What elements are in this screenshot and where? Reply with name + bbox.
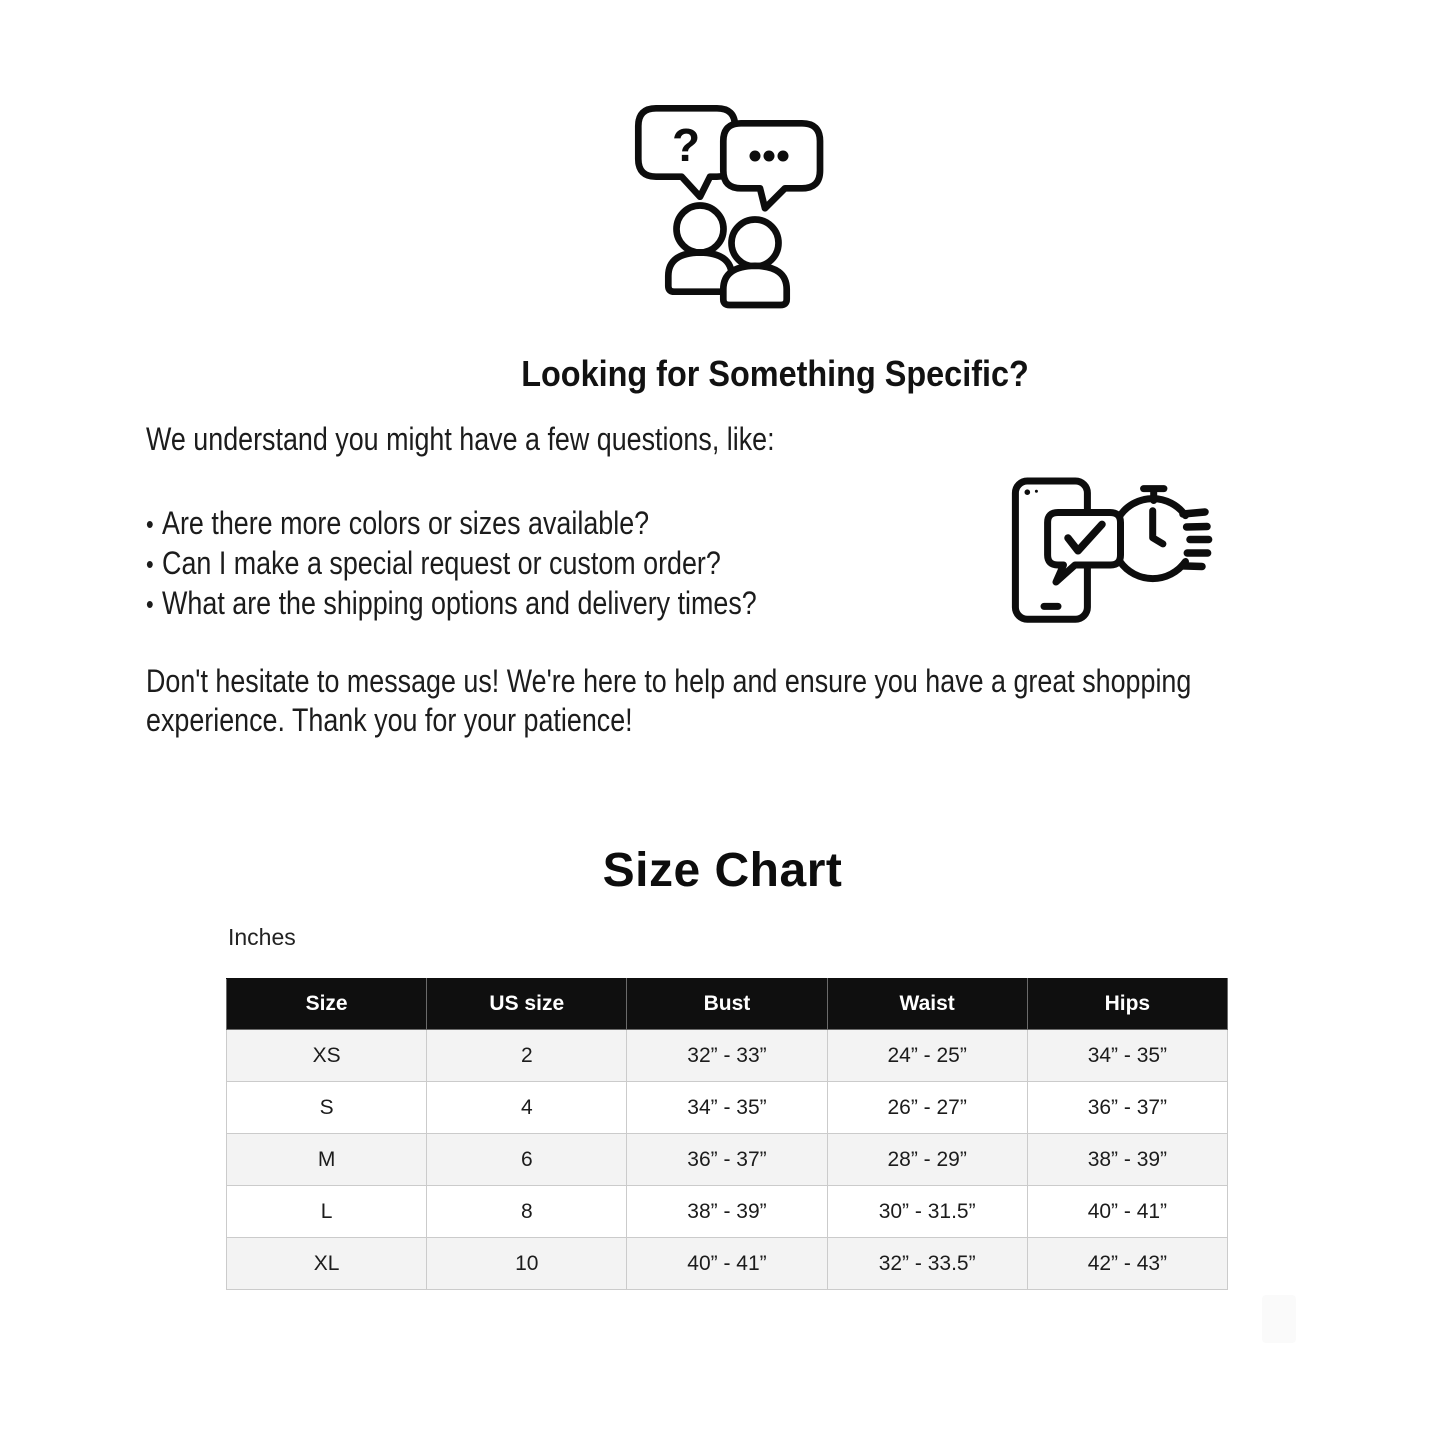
header-row: [227, 979, 1228, 1030]
question-mark-glyph: ?: [671, 119, 701, 171]
table-row: [227, 1134, 1228, 1186]
cell-size: L: [227, 1186, 427, 1238]
column-header-hips: Hips: [1027, 979, 1227, 1030]
cell-size: S: [227, 1082, 427, 1134]
cell-hips: 40” - 41”: [1027, 1186, 1227, 1238]
cell-us-size: 4: [427, 1082, 627, 1134]
cell-bust: 36” - 37”: [627, 1134, 827, 1186]
table-row: [227, 1082, 1228, 1134]
cell-size: M: [227, 1134, 427, 1186]
question-text: Can I make a special request or custom order?: [162, 545, 721, 581]
cell-waist: 30” - 31.5”: [827, 1186, 1027, 1238]
bullet-glyph: •: [146, 589, 154, 619]
watermark: [1262, 1295, 1296, 1343]
cell-us-size: 10: [427, 1238, 627, 1290]
cell-bust: 38” - 39”: [627, 1186, 827, 1238]
cell-bust: 40” - 41”: [627, 1238, 827, 1290]
cell-waist: 28” - 29”: [827, 1134, 1027, 1186]
cell-waist: 24” - 25”: [827, 1030, 1027, 1082]
cell-size: XS: [227, 1030, 427, 1082]
cell-us-size: 8: [427, 1186, 627, 1238]
closing-text: [146, 662, 1305, 740]
closing-line: Don't hesitate to message us! We're here to help and ensure you have a great shopping: [146, 663, 1192, 699]
cell-bust: 34” - 35”: [627, 1082, 827, 1134]
bullet-glyph: •: [146, 549, 154, 579]
cell-hips: 36” - 37”: [1027, 1082, 1227, 1134]
table-row: [227, 1186, 1228, 1238]
cell-waist: 32” - 33.5”: [827, 1238, 1027, 1290]
page-title: Looking for Something Specific?: [520, 353, 1029, 394]
closing-line: experience. Thank you for your patience!: [146, 702, 633, 738]
cell-us-size: 2: [427, 1030, 627, 1082]
intro-text: We understand you might have a few questions, like:: [146, 421, 775, 457]
unit-label: Inches: [228, 924, 296, 950]
column-header-us-size: US size: [427, 979, 627, 1030]
column-header-bust: Bust: [627, 979, 827, 1030]
cell-hips: 42” - 43”: [1027, 1238, 1227, 1290]
column-header-size: Size: [227, 979, 427, 1030]
quick-reply-icon: [1000, 470, 1215, 630]
chat-people-icon: [620, 95, 840, 320]
size-chart-table: [226, 978, 1228, 1290]
cell-us-size: 6: [427, 1134, 627, 1186]
cell-bust: 32” - 33”: [627, 1030, 827, 1082]
cell-waist: 26” - 27”: [827, 1082, 1027, 1134]
question-text: Are there more colors or sizes available?: [162, 505, 650, 541]
quick-reply-icon-svg: [1000, 470, 1215, 630]
bullet-glyph: •: [146, 509, 154, 539]
column-header-waist: Waist: [827, 979, 1027, 1030]
cell-hips: 38” - 39”: [1027, 1134, 1227, 1186]
table-row: [227, 1030, 1228, 1082]
question-text: What are the shipping options and delivery times?: [162, 585, 757, 621]
table-row: [227, 1238, 1228, 1290]
cell-size: XL: [227, 1238, 427, 1290]
chat-people-icon-svg: [620, 95, 840, 320]
cell-hips: 34” - 35”: [1027, 1030, 1227, 1082]
size-chart-title: Size Chart: [602, 844, 843, 897]
